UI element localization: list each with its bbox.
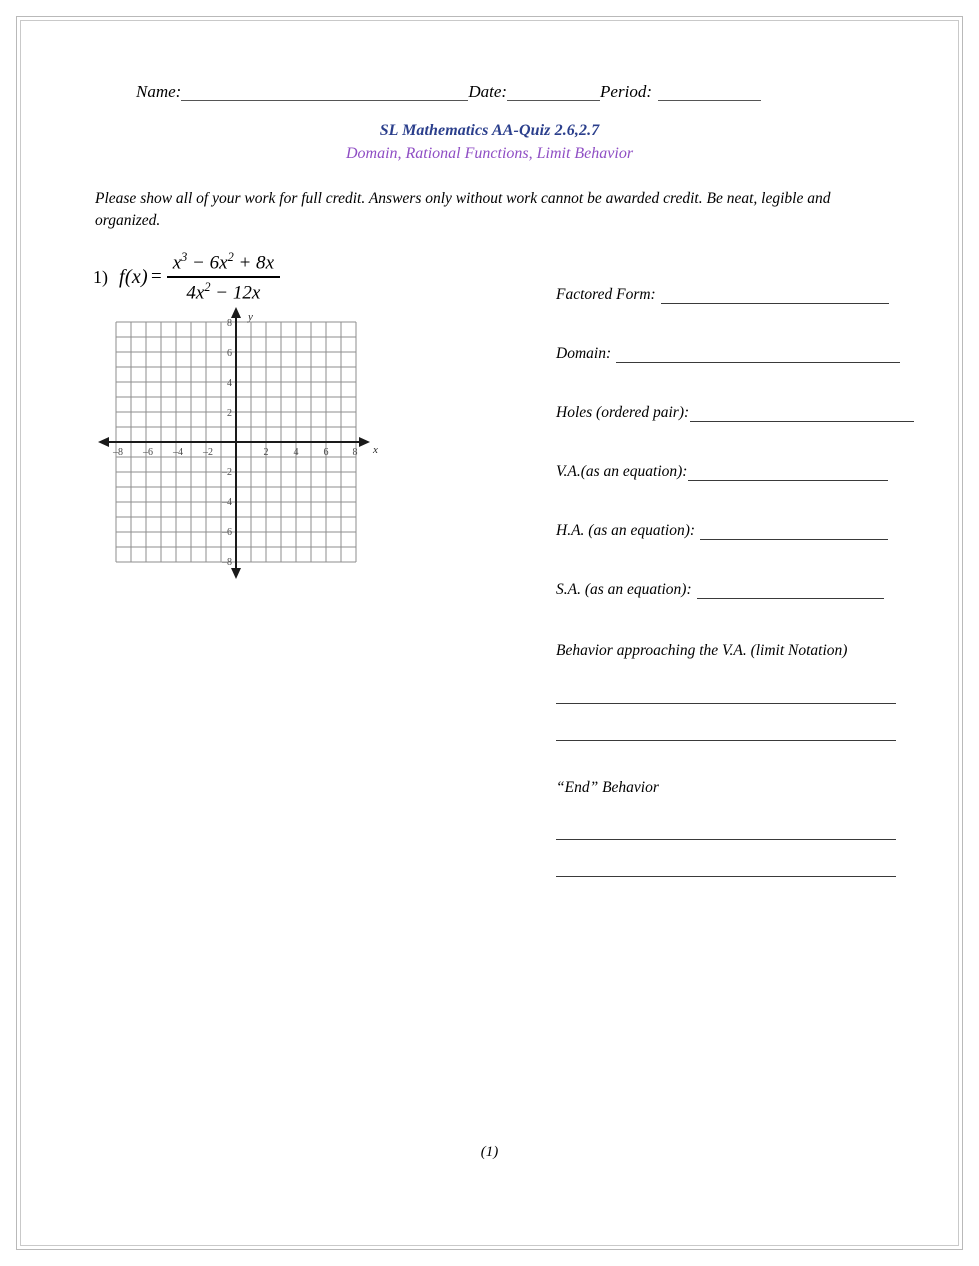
answer-row-domain [556, 345, 900, 363]
horizontal-asymptote-label: H.A. (as an equation): [556, 522, 696, 539]
va-behavior-blank-1[interactable] [556, 703, 896, 704]
answer-row-factored-form [556, 286, 889, 304]
name-blank[interactable] [181, 85, 468, 101]
svg-text:–6: –6 [222, 527, 232, 538]
answer-row-slant-asymptote [556, 581, 884, 599]
svg-text:–4: –4 [222, 497, 232, 508]
svg-text:8: 8 [227, 318, 232, 329]
function-notation: f(x) [119, 265, 148, 288]
rational-expression [167, 250, 280, 304]
date-label: Date: [468, 82, 508, 101]
x-axis-label: x [373, 444, 378, 456]
answer-row-vertical-asymptote [556, 463, 888, 481]
quiz-subtitle: Domain, Rational Functions, Limit Behavior [345, 145, 634, 162]
svg-text:–6: –6 [143, 447, 153, 458]
y-axis-arrow-down [231, 568, 241, 579]
y-axis-label: y [248, 311, 253, 323]
holes-blank[interactable] [690, 407, 914, 422]
x-tick-labels [112, 447, 358, 458]
factored-form-blank[interactable] [661, 289, 889, 304]
answer-row-horizontal-asymptote [556, 522, 888, 540]
student-info-line [136, 78, 884, 102]
problem-number: 1) [93, 266, 108, 287]
slant-asymptote-label: S.A. (as an equation): [556, 581, 692, 598]
end-behavior-heading: “End” Behavior [556, 779, 659, 796]
va-behavior-heading: Behavior approaching the V.A. (limit Notation) [556, 642, 848, 659]
end-behavior-blank-2[interactable] [556, 876, 896, 877]
y-axis-arrow-up [231, 307, 241, 318]
numerator: $x^3 - 6x^2 + 8x$ [172, 250, 274, 274]
svg-text:8: 8 [352, 447, 358, 458]
date-blank[interactable] [507, 85, 600, 101]
svg-text:–4: –4 [173, 447, 183, 458]
quiz-title: SL Mathematics AA-Quiz 2.6,2.7 [379, 122, 600, 139]
holes-label: Holes (ordered pair): [556, 404, 690, 421]
svg-text:6: 6 [227, 348, 232, 359]
horizontal-asymptote-blank[interactable] [700, 525, 888, 540]
domain-blank[interactable] [616, 348, 900, 363]
name-label: Name: [136, 82, 182, 101]
problem-1 [93, 250, 280, 304]
vertical-asymptote-label: V.A.(as an equation): [556, 463, 688, 480]
svg-text:2: 2 [263, 447, 269, 458]
instructions-text: Please show all of your work for full credit. Answers only without work cannot be awarded credit. Be neat, legible and organized. [95, 190, 831, 229]
equals-sign: = [150, 266, 162, 288]
coordinate-grid[interactable] [96, 305, 386, 585]
period-label: Period: [600, 82, 652, 101]
denominator: $4x^2 - 12x$ [186, 279, 261, 304]
svg-text:4: 4 [227, 378, 232, 389]
coordinate-plane-svg [96, 305, 386, 585]
domain-label: Domain: [556, 345, 612, 362]
page-number-footer: (1) [480, 1144, 499, 1160]
svg-text:–8: –8 [113, 447, 123, 458]
svg-text:–2: –2 [222, 467, 232, 478]
answer-row-holes [556, 404, 914, 422]
factored-form-label: Factored Form: [556, 286, 656, 303]
x-axis-arrow-right [359, 437, 370, 447]
svg-text:6: 6 [323, 447, 329, 458]
svg-text:–2: –2 [203, 447, 213, 458]
svg-text:2: 2 [227, 408, 232, 419]
svg-text:4: 4 [293, 447, 299, 458]
slant-asymptote-blank[interactable] [697, 584, 884, 599]
x-axis-arrow-left [98, 437, 109, 447]
period-blank[interactable] [658, 85, 761, 101]
svg-text:–8: –8 [222, 557, 232, 568]
va-behavior-blank-2[interactable] [556, 740, 896, 741]
vertical-asymptote-blank[interactable] [688, 466, 888, 481]
end-behavior-blank-1[interactable] [556, 839, 896, 840]
